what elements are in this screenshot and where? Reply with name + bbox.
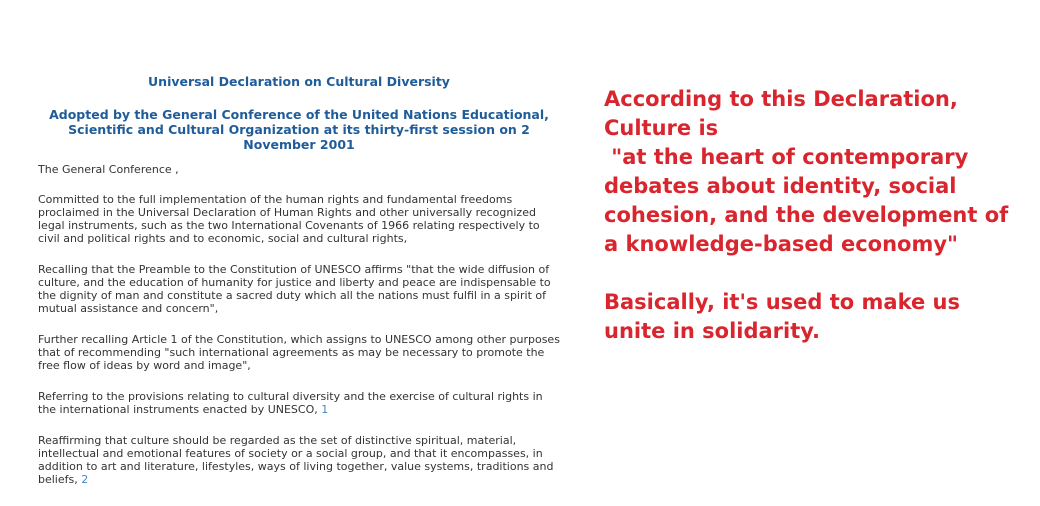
paragraph-text: Referring to the provisions relating to cultural diversity and the exercise of cultural rights in the international instruments enacted by UNESCO, bbox=[38, 390, 543, 416]
annotation-line: According to this Declaration, bbox=[604, 87, 958, 111]
document-subtitle: Adopted by the General Conference of the United Nations Educational, Scientific and Cultural Organization at its thirty-first session on 2 November 2001 bbox=[49, 107, 549, 152]
footnote-link-1[interactable]: 1 bbox=[321, 403, 329, 416]
annotation-line: "at the heart of contemporary bbox=[604, 145, 969, 169]
annotation-spacer bbox=[604, 259, 1024, 288]
paragraph-recalling-preamble bbox=[38, 263, 560, 315]
footnote-link-2[interactable]: 2 bbox=[81, 473, 89, 486]
annotation-line: cohesion, and the development of bbox=[604, 203, 1009, 227]
paragraph-text: Committed to the full implementation of the human rights and fundamental freedoms proclaimed in the Universal Declaration of Human Rights and other universally recognized legal instruments, such as the two International Covenants of 1966 relating respectively to civil and political rights and to economic, social and cultural rights, bbox=[38, 193, 540, 245]
annotation-text bbox=[604, 85, 1024, 346]
paragraph-further-recalling bbox=[38, 333, 560, 372]
annotation-line: a knowledge-based economy" bbox=[604, 232, 958, 256]
paragraph-committed bbox=[38, 193, 560, 245]
annotation-line: Culture is bbox=[604, 116, 719, 140]
paragraph-text: Further recalling Article 1 of the Constitution, which assigns to UNESCO among other purposes that of recommending "such international agreements as may be necessary to promote the free flow of ideas by word and image", bbox=[38, 333, 560, 372]
paragraph-text: Reaffirming that culture should be regarded as the set of distinctive spiritual, material, intellectual and emotional features of society or a social group, and that it encompasses, in addition to art and literature, lifestyles, ways of living together, value systems, traditions and beliefs, bbox=[38, 434, 554, 486]
document-title: Universal Declaration on Cultural Diversity bbox=[148, 74, 450, 89]
conclusion-line: unite in solidarity. bbox=[604, 319, 821, 343]
paragraph-reaffirming bbox=[38, 434, 560, 486]
annotation-line: debates about identity, social bbox=[604, 174, 957, 198]
paragraph-general-conference bbox=[38, 163, 560, 176]
declaration-document bbox=[38, 74, 560, 504]
conclusion-line: Basically, it's used to make us bbox=[604, 290, 960, 314]
paragraph-referring bbox=[38, 390, 560, 416]
paragraph-text: Recalling that the Preamble to the Constitution of UNESCO affirms "that the wide diffusion of culture, and the education of humanity for justice and liberty and peace are indispensable to the dignity of man and constitute a sacred duty which all the nations must fulfil in a spirit of mutual assistance and concern", bbox=[38, 263, 551, 315]
paragraph-text: The General Conference , bbox=[38, 163, 179, 176]
